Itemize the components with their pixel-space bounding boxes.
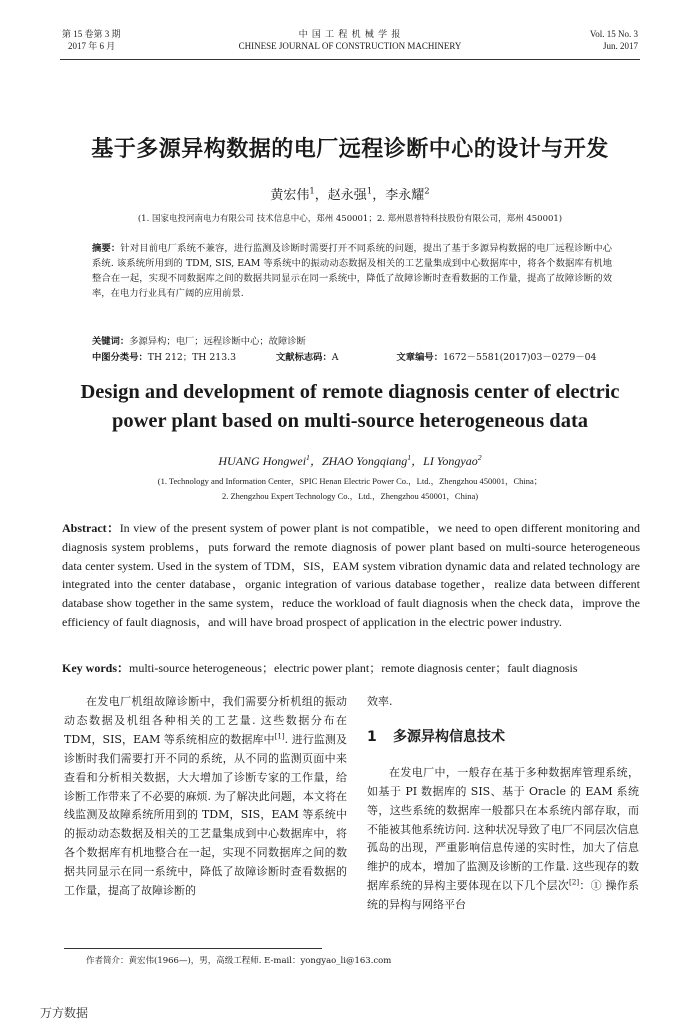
abstract-cn bbox=[92, 241, 612, 301]
paper-title-en-text: Design and development of remote diagnosis center of electric power plant based on multi-source heterogeneous data bbox=[80, 381, 620, 432]
citation-ref: [1] bbox=[274, 731, 285, 741]
section-number: 1 bbox=[367, 728, 377, 745]
section-paragraph bbox=[367, 764, 639, 915]
author-separator: ， bbox=[411, 454, 424, 468]
intro-paragraph-end: 效率. bbox=[367, 695, 393, 708]
author-affil-mark: 1 bbox=[306, 453, 310, 462]
affiliation-cn: (1. 国家电投河南电力有限公司 技术信息中心，郑州 450001；2. 郑州恩普特科技股份有限公司，郑州 450001) bbox=[137, 214, 563, 224]
keywords-cn-text: 多源异构；电厂；远程诊断中心；故障诊断 bbox=[129, 336, 306, 347]
header-date-en: Jun. 2017 bbox=[602, 41, 638, 51]
affiliation-en-line: 2. Zhengzhou Expert Technology Co.，Ltd.，Zhengzhou 450001，China) bbox=[221, 491, 479, 501]
clc-label: 中图分类号： bbox=[92, 352, 148, 363]
abstract-cn-text: 针对目前电厂系统不兼容，进行监测及诊断时需要打开不同系统的问题，提出了基于多源异构数据的电厂远程诊断中心系统. 该系统所用到的 TDM, SIS, EAM 等系统中的振动动态数据及相关的工艺量集成到中心数据库中，将各个数据库有机地整合在一起，实现不同数据库之间的数据共同显示在同一系统中，降低了故障诊断时查看数据的工作量，提高了故障诊断的效率，在电力行业具有广阔的应用前景. bbox=[92, 243, 612, 299]
affiliation-en-line: (1. Technology and Information Center，SPIC Henan Electric Power Co.，Ltd.，Zhengzhou 450001，China； bbox=[157, 476, 543, 486]
database-watermark: 万方数据 bbox=[40, 1006, 89, 1020]
author-name: 黄宏伟 bbox=[270, 188, 310, 203]
author-name-en: HUANG Hongwei bbox=[218, 454, 307, 468]
abstract-en-label: Abstract： bbox=[62, 521, 120, 535]
body-column-left bbox=[64, 693, 347, 901]
author-name-en: LI Yongyao bbox=[423, 454, 478, 468]
keywords-cn bbox=[92, 334, 612, 349]
header-vol-en: Vol. 15 No. 3 bbox=[589, 29, 638, 39]
author-list-en bbox=[0, 452, 700, 469]
body-column-right bbox=[367, 693, 639, 915]
author-separator: ， bbox=[314, 188, 328, 203]
abstract-cn-label: 摘要： bbox=[92, 243, 121, 254]
keywords-cn-label: 关键词： bbox=[92, 336, 130, 347]
abstract-en bbox=[62, 519, 640, 632]
footnote-divider bbox=[64, 948, 322, 949]
clc-value: TH 212；TH 213.3 bbox=[147, 352, 236, 363]
citation-ref: [2] bbox=[569, 877, 580, 887]
article-number-label: 文章编号： bbox=[396, 352, 443, 363]
section-text: 在发电厂中，一般存在基于多种数据库管理系统，如基于 PI 数据库的 SIS、基于 Oracle 的 EAM 系统等，这些系统的数据库一般都只在本系统内部存取，而不能被其他系统访问. 这种状况导致了电厂不同层次信息孤岛的出现，严重影响信息传递的实时性，加大了信息维护的成本，增加了监测及诊断的工作量. 这些现存的数据库系统的异构主要体现在以下几个层次 bbox=[367, 765, 639, 893]
author-name: 李永耀 bbox=[385, 188, 425, 203]
header-journal-cn: 中 国 工 程 机 械 学 报 bbox=[298, 29, 402, 39]
intro-paragraph-cont: . 进行监测及诊断时我们需要打开不同的系统，从不同的监测页面中来查看和分析相关数据，大大增加了诊断专家的工作量，给诊断工作带来了不必要的麻烦. 为了解决此问题，本文将在线监测及故障系统所用到的 TDM，SIS，EAM 等系统中的振动动态数据及相关的工艺量集成到中心数据库中，将各个数据库有机地整合在一起，实现不同数据库之间的数据共同显示在同一系统中，降低了故障诊断时查看数据的工作量，提高了故障诊断的 bbox=[64, 732, 347, 898]
section-heading bbox=[367, 728, 639, 747]
author-affil-mark: 2 bbox=[477, 453, 482, 462]
author-list-cn bbox=[0, 184, 700, 203]
header-issue-cn: 第 15 卷第 3 期 bbox=[62, 29, 121, 39]
keywords-en-label: Key words： bbox=[62, 661, 129, 675]
affiliation-en bbox=[0, 474, 700, 504]
article-number-value: 1672－5581(2017)03－0279－04 bbox=[443, 352, 597, 363]
intro-paragraph: 在发电厂机组故障诊断中，我们需要分析机组的振动动态数据及机组各种相关的工艺量. 这些数据分布在 TDM，SIS，EAM 等系统相应的数据库中 bbox=[64, 695, 347, 746]
keywords-en bbox=[62, 659, 640, 677]
section-title: 多源异构信息技术 bbox=[393, 728, 505, 745]
paper-title-cn: 基于多源异构数据的电厂远程诊断中心的设计与开发 bbox=[91, 137, 609, 162]
header-date-cn: 2017 年 6 月 bbox=[68, 41, 116, 51]
author-separator: ， bbox=[309, 454, 322, 468]
author-separator: ， bbox=[372, 188, 386, 203]
keywords-en-text: multi-source heterogeneous；electric power plant；remote diagnosis center；fault diagnosis bbox=[129, 661, 578, 675]
header-divider bbox=[60, 59, 640, 60]
author-affil-mark: 1 bbox=[366, 185, 373, 196]
classification-line bbox=[92, 350, 622, 365]
author-footnote: 作者简介：黄宏伟(1966—)，男，高级工程师. E-mail：yongyao_li@163.com bbox=[86, 956, 392, 966]
doc-code-label: 文献标志码： bbox=[275, 352, 332, 363]
author-affil-mark: 1 bbox=[309, 185, 315, 196]
doc-code-value: A bbox=[331, 352, 339, 363]
author-name: 赵永强 bbox=[327, 188, 367, 203]
section-text-cont: ：① 操作系统的异构与网络平台 bbox=[367, 879, 639, 912]
author-name-en: ZHAO Yongqiang bbox=[321, 454, 408, 468]
abstract-en-text: In view of the present system of power plant is not compatible，we need to open different monitoring and diagnosis system problems，puts forward the remote diagnosis of power plant based on multi-source heterogeneous data center system. Used in the system of TDM，SIS，EAM system vibration dynamic data and related technology are integrated into the center database，organic integration of various database together，realize data between different database show together in the same system，reduce the workload of fault diagnosis when the check data，improve the efficiency of fault diagnosis，and will have broad prospect of application in the electric power industry. bbox=[62, 521, 641, 629]
author-affil-mark: 1 bbox=[407, 453, 412, 462]
header-volume bbox=[590, 28, 638, 52]
author-affil-mark: 2 bbox=[424, 185, 430, 196]
header-journal-en: CHINESE JOURNAL OF CONSTRUCTION MACHINERY bbox=[238, 41, 462, 51]
paper-title-en bbox=[0, 378, 700, 436]
